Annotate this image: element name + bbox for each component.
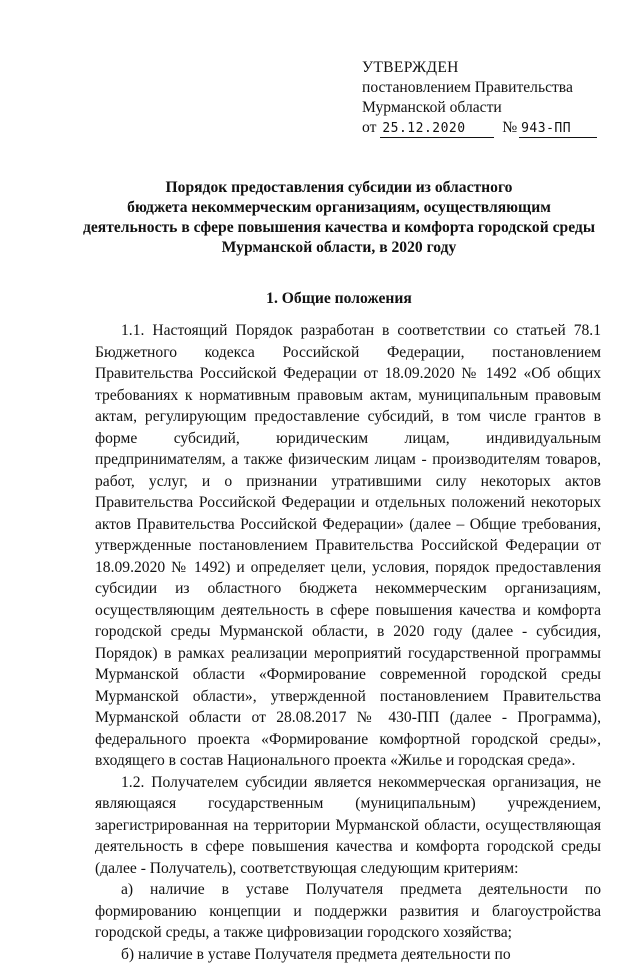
approval-date-line: [362, 118, 612, 138]
paragraph-1-2: 1.2. Получателем субсидии является некоммерческая организация, не являющаяся государственным (муниципальным) учреждением, зарегистрированная на территории Мурманской области, осуществляющая деятельность в сфере повышения качества и комфорта городской среды (далее - Получатель), соответствующая следующим критериям:: [95, 772, 601, 880]
title-line-3: деятельность в сфере повышения качества и комфорта городской среды: [72, 218, 606, 238]
approval-number: 943-ПП: [519, 121, 597, 138]
document-title: [72, 178, 606, 258]
paragraph-1-1: 1.1. Настоящий Порядок разработан в соответствии со статьей 78.1 Бюджетного кодекса Российской Федерации, постановлением Правительства Российской Федерации от 18.09.2020 № 1492 «Об общих требованиях к нормативным правовым актам, муниципальным правовым актам, регулирующим предоставление субсидий, в том числе грантов в форме субсидий, юридическим лицам, индивидуальным предпринимателям, а также физическим лицам - производителям товаров, работ, услуг, и о признании утратившими силу некоторых актов Правительства Российской Федерации и отдельных положений некоторых актов Правительства Российской Федерации» (далее – Общие требования, утвержденные постановлением Правительства Российской Федерации от 18.09.2020 № 1492) и определяет цели, условия, порядок предоставления субсидии из областного бюджета некоммерческим организациям, осуществляющим деятельность в сфере повышения качества и комфорта городской среды Мурманской области, в 2020 году (далее - субсидия, Порядок) в рамках реализации мероприятий государственной программы Мурманской области «Формирование современной городской среды Мурманской области», утвержденной постановлением Правительства Мурманской области от 28.08.2017 № 430-ПП (далее - Программа), федерального проекта «Формирование комфортной городской среды», входящего в состав Национального проекта «Жилье и городская среда».: [95, 320, 601, 772]
criterion-b: б) наличие в уставе Получателя предмета деятельности по: [95, 944, 601, 965]
title-line-1: Порядок предоставления субсидии из областного: [72, 178, 606, 198]
approval-line-2: Мурманской области: [362, 98, 612, 118]
document-body: [95, 320, 601, 965]
title-line-2: бюджета некоммерческим организациям, осуществляющим: [72, 198, 606, 218]
criterion-a: а) наличие в уставе Получателя предмета деятельности по формированию концепции и поддержки развития и благоустройства городской среды, а также цифровизации городского хозяйства;: [95, 879, 601, 944]
approval-date: 25.12.2020: [380, 121, 494, 138]
approval-stamp: [362, 58, 612, 138]
approval-from: от: [362, 119, 376, 136]
approval-line-1: постановлением Правительства: [362, 78, 612, 98]
title-line-4: Мурманской области, в 2020 году: [72, 238, 606, 258]
section-heading: 1. Общие положения: [72, 288, 606, 310]
approval-number-sign: №: [502, 119, 517, 136]
approval-heading: УТВЕРЖДЕН: [362, 58, 612, 78]
